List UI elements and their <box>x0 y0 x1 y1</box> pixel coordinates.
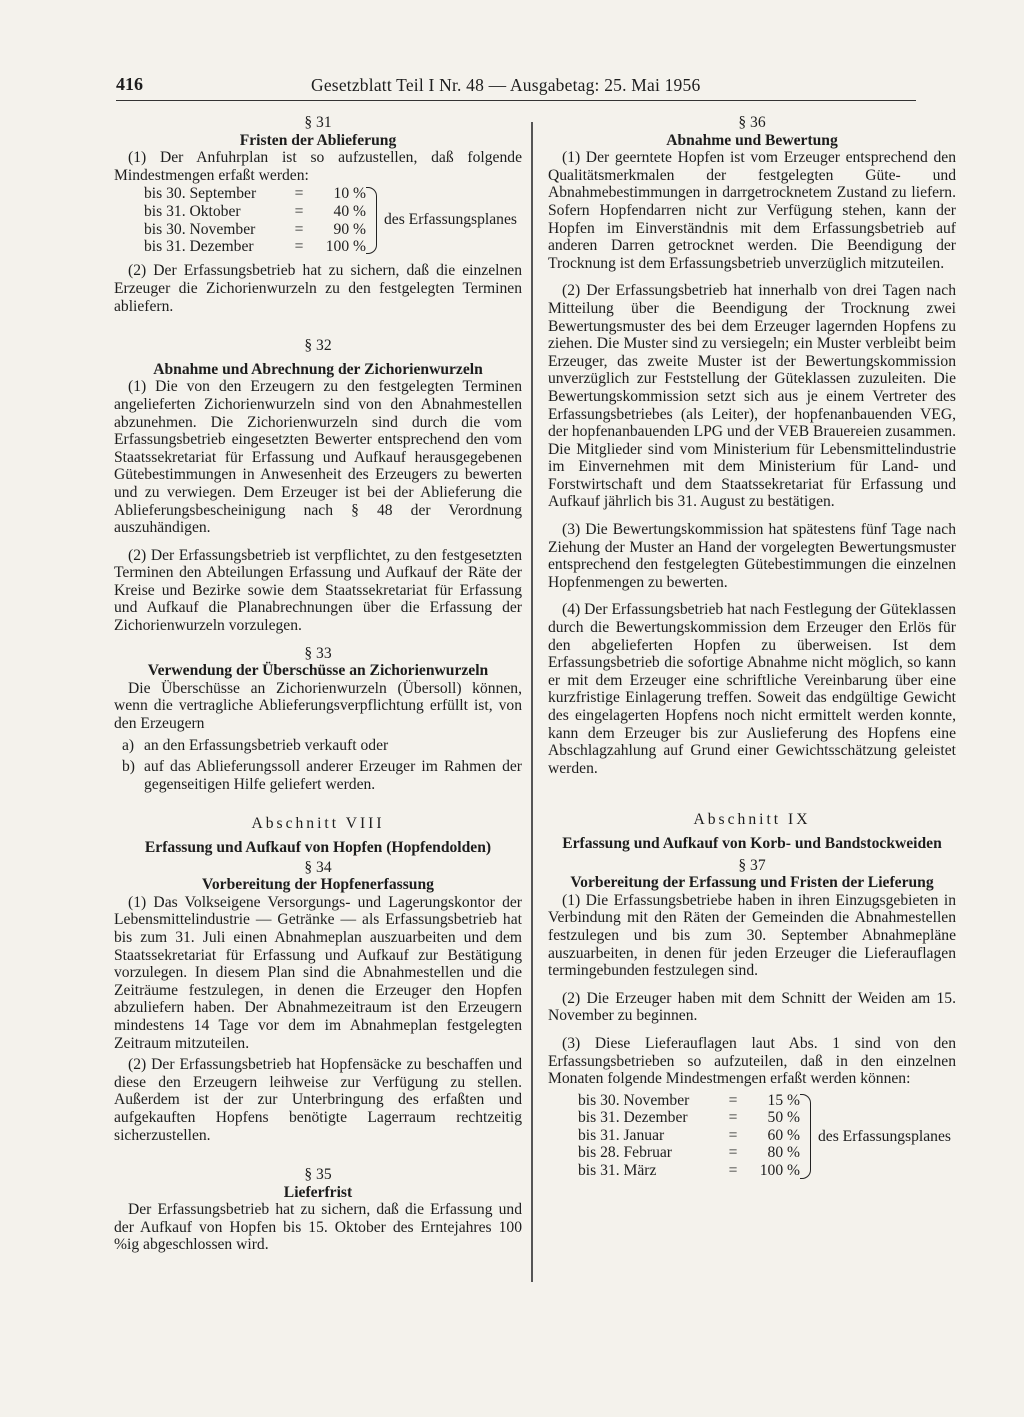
list-item: a) an den Erfassungsbetrieb verkauft oder <box>122 736 389 754</box>
section-number: § 35 <box>304 1166 332 1184</box>
paragraph: (3) Die Bewertungskommission hat spätestens fünf Tage nach Ziehung der Muster an Hand der vorgelegten Bewertungsmuster entsprechend den festgelegten Gütebestimmungen die einzelnen Hopfenmengen zu bewerten. <box>548 521 956 591</box>
paragraph: (4) Der Erfassungsbetrieb hat nach Festlegung der Güteklassen durch die Bewertungskommission dem Erzeuger den Erlös für den abgelieferten Hopfen zu überweisen. Ist dem Erfassungsbetrieb die sofortige Abnahme nicht möglich, so kann er mit dem Erzeuger eine schriftliche Vereinbarung über eine kurzfristige Einlagerung treffen. Soweit das endgültige Gewicht des eingelagerten Hopfens noch nicht ermittelt werden konnte, kann dem Erzeuger bis zur Auslieferung des Hopfens eine Abschlagzahlung auf Grund einer Gewichtsschätzung geleistet werden. <box>548 601 956 777</box>
schedule-date: bis 31. Januar <box>578 1126 665 1144</box>
schedule-date: bis 30. November <box>578 1091 690 1109</box>
paragraph: (3) Diese Lieferauflagen laut Abs. 1 sind von den Erfassungsbetrieben so aufzuteilen, daß in den einzelnen Monaten folgende Mindestmengen erfaßt werden können: <box>548 1034 956 1088</box>
schedule-equals: = <box>294 185 304 203</box>
paragraph: Die Überschüsse an Zichorienwurzeln (Übersoll) können, wenn die vertragliche Ablieferungsverpflichtung erfüllt ist, von den Erzeugern <box>114 679 522 733</box>
chapter-title: Erfassung und Aufkauf von Korb- und Bandstockweiden <box>562 834 942 852</box>
schedule-date: bis 30. September <box>144 185 257 203</box>
section-title: Lieferfrist <box>283 1183 353 1201</box>
page-header <box>116 74 916 101</box>
chapter-label: Abschnitt VIII <box>251 815 385 833</box>
schedule-equals: = <box>728 1144 738 1162</box>
page-number: 416 <box>116 74 143 94</box>
schedule-row <box>144 185 522 203</box>
paragraph: (1) Die Erfassungsbetriebe haben in ihren Einzugsgebieten in Verbindung mit den Räten der Gemeinden die Abnahmestellen festzulegen und bis zum 30. September Abnahmepläne auszuarbeiten, in denen für jeden Erzeuger die Lieferauflagen termingebunden festzulegen sind. <box>548 891 956 980</box>
section-title: Abnahme und Bewertung <box>666 131 838 149</box>
schedule-value: 40 % <box>333 202 366 220</box>
schedule-date: bis 31. März <box>578 1162 657 1180</box>
schedule-equals: = <box>728 1162 738 1180</box>
paragraph: (2) Der Erfassungsbetrieb ist verpflichtet, zu den festgesetzten Terminen den Abteilungen Erfassung und Aufkauf der Räte der Kreise und Bezirke sowie dem Staatssekretariat für Erfassung und Aufkauf die Planabrechnungen über die Erfassung der Zichorienwurzeln vorzulegen. <box>114 546 522 635</box>
section-title: Vorbereitung der Erfassung und Fristen der Lieferung <box>570 874 934 892</box>
schedule-table <box>144 185 522 256</box>
schedule-date: bis 30. November <box>144 220 256 238</box>
chapter-label: Abschnitt IX <box>693 811 811 829</box>
left-column <box>114 114 522 1254</box>
section-title: Vorbereitung der Hopfenerfassung <box>202 876 434 894</box>
paragraph: (2) Der Erfassungsbetrieb hat innerhalb von drei Tagen nach Mitteilung über die Beendigung der Trocknung zwei Bewertungsmuster des bei dem Erzeuger lagernden Hopfens zu ziehen. Die Muster sind zu versiegeln; ein Muster verbleibt beim Erzeuger, das zweite Muster ist der Bewertungskommission unverzüglich zur Feststellung der Güteklassen zuzuleiten. Die Bewertungskommission setzt sich aus je einem Vertreter des Erfassungsbetriebes (als Leiter), der hopfenanbauenden VEG, der hopfenanbauenden LPG und der VEB Brauereien zusammen. Die Mitglieder sind vom Ministerium für Lebensmittelindustrie im Einvernehmen mit dem Ministerium für Land- und Forstwirtschaft und dem Staatssekretariat für Erfassung und Aufkauf jährlich bis 31. August zu bestätigen. <box>548 282 956 511</box>
schedule-value: 100 % <box>759 1162 800 1180</box>
brace <box>366 187 377 254</box>
section-number: § 37 <box>738 856 766 874</box>
chapter-title: Erfassung und Aufkauf von Hopfen (Hopfendolden) <box>144 839 492 856</box>
section-number: § 32 <box>304 337 332 355</box>
paragraph: (2) Die Erzeuger haben mit dem Schnitt der Weiden am 15. November zu beginnen. <box>548 989 956 1025</box>
schedule-equals: = <box>294 202 304 220</box>
schedule-row <box>578 1109 956 1127</box>
schedule-value: 100 % <box>325 238 366 256</box>
schedule-row <box>578 1162 956 1180</box>
brace <box>800 1094 811 1179</box>
right-column <box>548 114 956 1181</box>
schedule-date: bis 31. Dezember <box>578 1109 688 1127</box>
paragraph: Der Erfassungsbetrieb hat zu sichern, daß die Erfassung und der Aufkauf von Hopfen bis 15. Oktober des Erntejahres 100 %ig abgeschlossen wird. <box>114 1201 522 1254</box>
schedule-equals: = <box>728 1091 738 1109</box>
column-divider <box>531 122 533 1282</box>
section-number: § 33 <box>304 644 332 662</box>
schedule-equals: = <box>294 238 304 256</box>
schedule-equals: = <box>294 220 304 238</box>
paragraph: (1) Die von den Erzeugern zu den festgelegten Terminen angelieferten Zichorienwurzeln sind von den Abnahmestellen abzunehmen. Die Zichorienwurzeln sind durch die vom Erfassungsbetrieb eingesetzten Bewerter entsprechend den vom Staatssekretariat für Erfassung und Aufkauf herausgegebenen Gütebestimmungen in Anwesenheit des Erzeugers zu bewerten und zu verwiegen. Dem Erzeuger ist bei der Ablieferung die Ablieferungsbescheinigung nach § 48 der Verordnung auszuhändigen. <box>114 378 522 537</box>
paragraph: (2) Der Erfassungsbetrieb hat Hopfensäcke zu beschaffen und diese den Erzeugern leihweise zur Verfügung zu stellen. Außerdem ist der zur Unterbringung des erfaßten und aufgekauften Hopfens benötigte Lagerraum rechtzeitig sicherzustellen. <box>114 1056 522 1144</box>
schedule-date: bis 31. Dezember <box>144 238 254 256</box>
section-number: § 34 <box>304 858 332 876</box>
section-number: § 31 <box>304 114 332 131</box>
section-title: Abnahme und Abrechnung der Zichorienwurzeln <box>153 360 483 378</box>
section-title: Verwendung der Überschüsse an Zichorienwurzeln <box>147 662 489 680</box>
schedule-row <box>144 238 522 256</box>
schedule-value: 60 % <box>767 1126 800 1144</box>
section-title: Fristen der Ablieferung <box>239 131 397 149</box>
schedule-value: 15 % <box>767 1091 800 1109</box>
paragraph: (1) Der geerntete Hopfen ist vom Erzeuger entsprechend den Qualitätsmerkmalen der festgelegten Güte- und Abnahmebestimmungen in darrgetrocknetem Zustand zu liefern. Sofern Hopfendarren nicht zur Verfügung stehen, kann der Hopfen im Einverständnis mit dem Erfassungsbetrieb auf anderen Darren getrocknet werden. Die Beendigung der Trocknung ist dem Erfassungsbetrieb unverzüglich mitzuteilen. <box>548 149 956 272</box>
paragraph: (1) Das Volkseigene Versorgungs- und Lagerungskontor der Lebensmittelindustrie — Getränke — als Erfassungsbetrieb hat bis zum 31. Juli einen Abnahmeplan auszuarbeiten und dem Staatssekretariat für Erfassung und Aufkauf zur Bestätigung vorzulegen. In diesem Plan sind die Abnahmestellen und die Zeiträume festzulegen, in denen die Erzeuger den Hopfen abzuliefern haben. Der Abnahmezeitraum ist den Erzeugern mindestens 14 Tage vor dem im Abnahmeplan festgelegten Zeitraum mitzuteilen. <box>114 893 522 1052</box>
brace-label: des Erfassungsplanes <box>818 1127 951 1145</box>
schedule-equals: = <box>728 1126 738 1144</box>
schedule-value: 80 % <box>767 1144 800 1162</box>
schedule-date: bis 31. Oktober <box>144 202 241 220</box>
paragraph: (2) Der Erfassungsbetrieb hat zu sichern, daß die einzelnen Erzeuger die Zichorienwurzeln zu den festgelegten Terminen abliefern. <box>114 262 522 315</box>
schedule-value: 10 % <box>333 185 366 203</box>
schedule-date: bis 28. Februar <box>578 1144 672 1162</box>
brace-label: des Erfassungsplanes <box>384 211 517 229</box>
header-title: Gesetzblatt Teil I Nr. 48 — Ausgabetag: 25. Mai 1956 <box>311 75 701 95</box>
schedule-equals: = <box>728 1109 738 1127</box>
section-number: § 36 <box>738 114 766 131</box>
schedule-row <box>578 1144 956 1162</box>
schedule-value: 50 % <box>767 1109 800 1127</box>
schedule-table <box>578 1092 956 1181</box>
schedule-value: 90 % <box>333 220 366 238</box>
paragraph: (1) Der Anfuhrplan ist so aufzustellen, daß folgende Mindestmengen erfaßt werden: <box>114 149 522 184</box>
schedule-row <box>578 1092 956 1110</box>
list-item: b) auf das Ablieferungssoll anderer Erzeuger im Rahmen der gegenseitigen Hilfe geliefert werden. <box>122 758 522 793</box>
